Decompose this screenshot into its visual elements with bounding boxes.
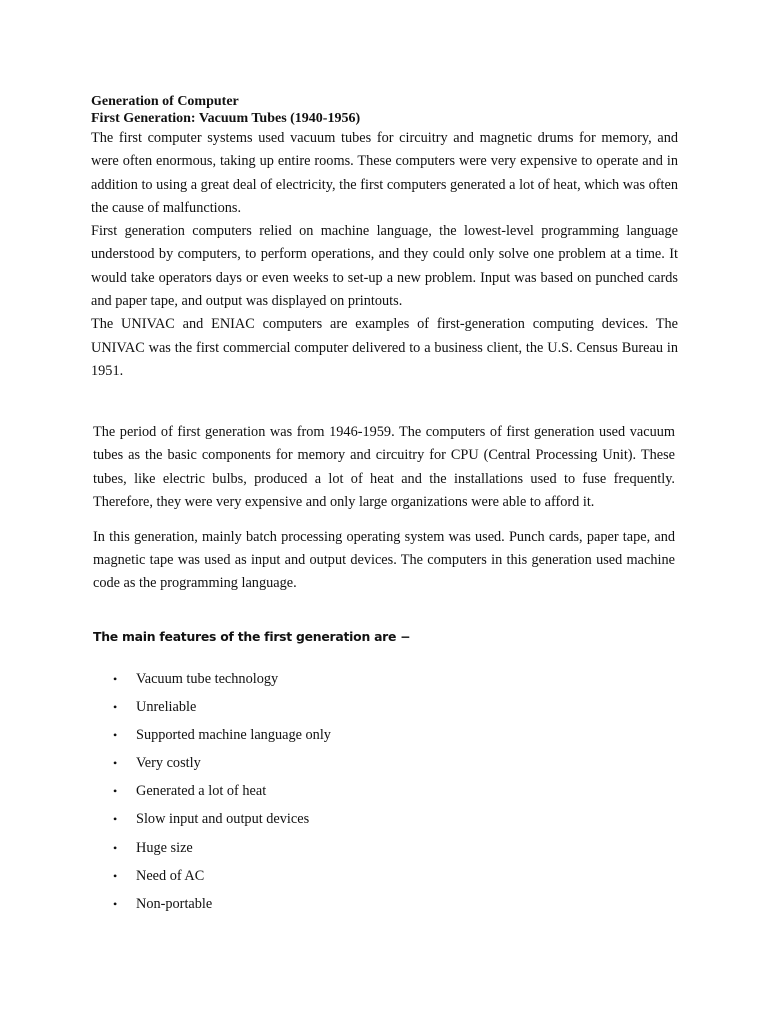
section-heading: First Generation: Vacuum Tubes (1940-1956): [91, 111, 361, 126]
bullet-icon: •: [113, 700, 118, 715]
list-item: [0, 864, 768, 892]
paragraph-period: The period of first generation was from 1946-1959. The computers of first generation used vacuum tubes as the basic components for memory and circuitry for CPU (Central Processing Unit). These tubes, like electric bulbs, produced a lot of heat and the installations used to fuse frequently. Therefore, they were very expensive and only large organizations were able to afford it.: [93, 424, 675, 511]
list-item-text: Slow input and output devices: [136, 811, 310, 828]
list-item-text: Huge size: [136, 839, 193, 856]
paragraph-vacuum-tubes: The first computer systems used vacuum tubes for circuitry and magnetic drums for memory, and were often enormous, taking up entire rooms. These computers were very expensive to operate and in addition to using a great deal of electricity, the first computers generated a lot of heat, which was often the cause of malfunctions.: [91, 130, 678, 216]
list-item: [0, 723, 768, 751]
list-item-text: Non-portable: [136, 895, 213, 912]
bullet-icon: •: [113, 812, 118, 827]
features-heading: The main features of the first generation are −: [93, 629, 411, 644]
paragraph-batch-processing: In this generation, mainly batch processing operating system was used. Punch cards, paper tape, and magnetic tape was used as input and output devices. The computers in this generation used machine code as the programming language.: [93, 528, 675, 592]
list-item-text: Generated a lot of heat: [136, 783, 267, 800]
list-item-text: Unreliable: [136, 699, 197, 716]
period-section: [93, 421, 675, 596]
bullet-icon: •: [113, 840, 118, 855]
list-item-text: Need of AC: [136, 867, 205, 884]
bullet-icon: •: [113, 672, 118, 686]
list-item: [0, 779, 768, 807]
features-list: [0, 667, 768, 920]
list-item: [0, 892, 768, 920]
bullet-icon: •: [113, 868, 118, 883]
paragraph-univac-eniac: The UNIVAC and ENIAC computers are examples of first-generation computing devices. The UNIVAC was the first commercial computer delivered to a business client, the U.S. Census Bureau in 1951.: [91, 316, 678, 379]
list-item: [0, 695, 768, 723]
list-item-text: Vacuum tube technology: [136, 671, 279, 687]
list-item-text: Supported machine language only: [136, 727, 331, 744]
list-item: [0, 667, 768, 695]
list-item-text: Very costly: [136, 755, 201, 772]
list-item: [0, 807, 768, 835]
paragraph-machine-language: First generation computers relied on machine language, the lowest-level programming language understood by computers, to perform operations, and they could only solve one problem at a time. It would take operators days or even weeks to set-up a new problem. Input was based on punched cards and paper tape, and output was displayed on printouts.: [91, 223, 678, 310]
intro-section: [91, 93, 678, 383]
bullet-icon: •: [113, 784, 118, 799]
document-title: Generation of Computer: [91, 94, 239, 109]
bullet-icon: •: [113, 756, 118, 771]
list-item: [0, 836, 768, 864]
bullet-icon: •: [113, 728, 118, 743]
bullet-icon: •: [113, 896, 118, 911]
list-item: [0, 751, 768, 779]
